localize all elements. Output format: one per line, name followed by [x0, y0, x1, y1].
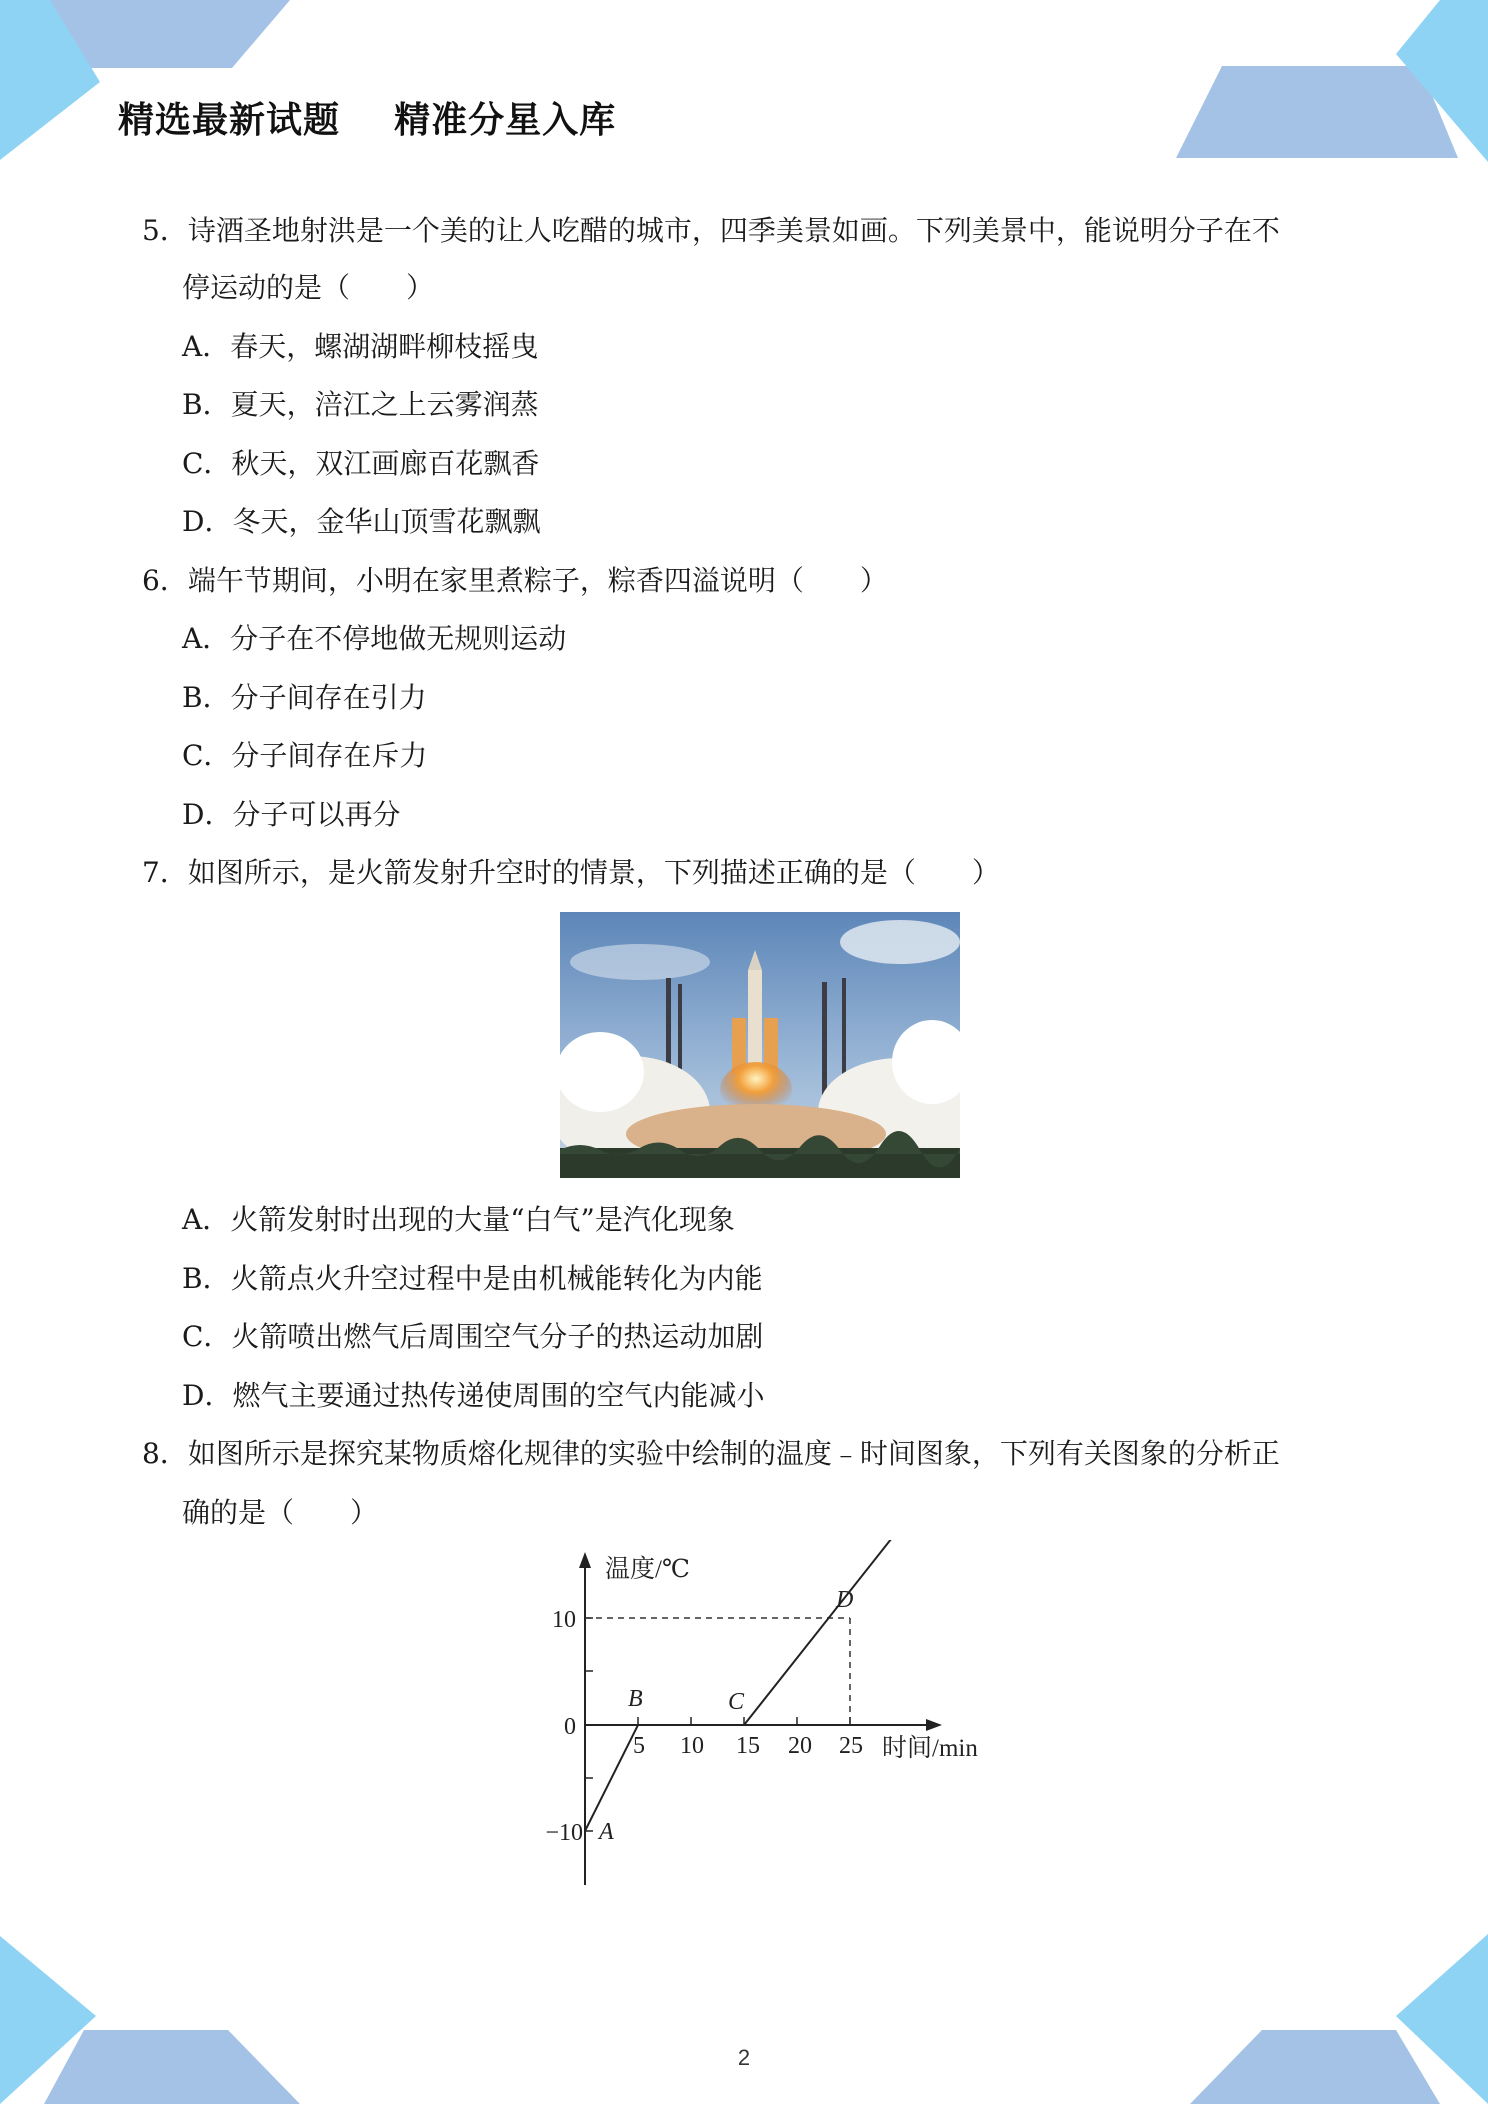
- question-5-option-d: D．冬天，金华山顶雪花飘飘: [182, 505, 541, 538]
- x-axis-label: 时间/min: [882, 1735, 978, 1762]
- y-axis-label: 温度/℃: [605, 1556, 690, 1583]
- question-5-option-a: A．春天，螺湖湖畔柳枝摇曳: [182, 330, 539, 363]
- question-6-text: 6．端午节期间，小明在家里煮粽子，粽香四溢说明（ ）: [142, 564, 888, 597]
- x-tick-label-10: 10: [680, 1733, 704, 1759]
- deco-top-left-band: [50, 0, 290, 68]
- rocket-launch-photo: [560, 912, 960, 1178]
- page-number: 2: [737, 2045, 751, 2070]
- header-title: 精选最新试题 精准分星入库: [118, 100, 617, 141]
- y-axis-arrow: [579, 1552, 591, 1568]
- question-8-text: 8．如图所示是探究某物质熔化规律的实验中绘制的温度﹣时间图象，下列有关图象的分析正: [142, 1437, 1280, 1470]
- question-7-option-c: C．火箭喷出燃气后周围空气分子的热运动加剧: [182, 1320, 764, 1353]
- question-5-option-b: B．夏天，涪江之上云雾润蒸: [182, 388, 539, 421]
- x-tick-label-20: 20: [788, 1733, 812, 1759]
- point-label-b: B: [628, 1686, 643, 1712]
- question-7-option-b: B．火箭点火升空过程中是由机械能转化为内能: [182, 1262, 763, 1295]
- question-8-text-cont: 确的是（ ）: [182, 1496, 379, 1529]
- deco-top-right-band: [1176, 66, 1458, 158]
- segment-cd: [744, 1540, 903, 1725]
- question-7-option-a: A．火箭发射时出现的大量“白气”是汽化现象: [182, 1203, 735, 1236]
- temperature-time-graph: [520, 1540, 1020, 1890]
- point-label-d: D: [836, 1587, 854, 1613]
- question-5-option-c: C．秋天，双江画廊百花飘香: [182, 447, 540, 480]
- y-tick-label-10: 10: [552, 1607, 576, 1633]
- question-7-option-d: D．燃气主要通过热传递使周围的空气内能减小: [182, 1379, 765, 1412]
- question-5-text: 5．诗酒圣地射洪是一个美的让人吃醋的城市，四季美景如画。下列美景中，能说明分子在不: [142, 214, 1280, 247]
- point-label-c: C: [728, 1689, 745, 1715]
- question-6-option-a: A．分子在不停地做无规则运动: [182, 622, 567, 655]
- x-tick-label-5: 5: [633, 1733, 645, 1759]
- question-5-text-cont: 停运动的是（ ）: [182, 271, 435, 304]
- x-axis-arrow: [926, 1719, 942, 1731]
- y-tick-label-minus-10: −10: [545, 1820, 583, 1846]
- y-tick-label-0: 0: [564, 1714, 576, 1740]
- question-7-text: 7．如图所示，是火箭发射升空时的情景，下列描述正确的是（ ）: [142, 856, 1000, 889]
- question-6-option-c: C．分子间存在斥力: [182, 739, 428, 772]
- x-tick-label-25: 25: [839, 1733, 863, 1759]
- x-tick-label-15: 15: [736, 1733, 760, 1759]
- point-label-a: A: [599, 1819, 614, 1845]
- question-6-option-b: B．分子间存在引力: [182, 681, 427, 714]
- question-6-option-d: D．分子可以再分: [182, 798, 401, 831]
